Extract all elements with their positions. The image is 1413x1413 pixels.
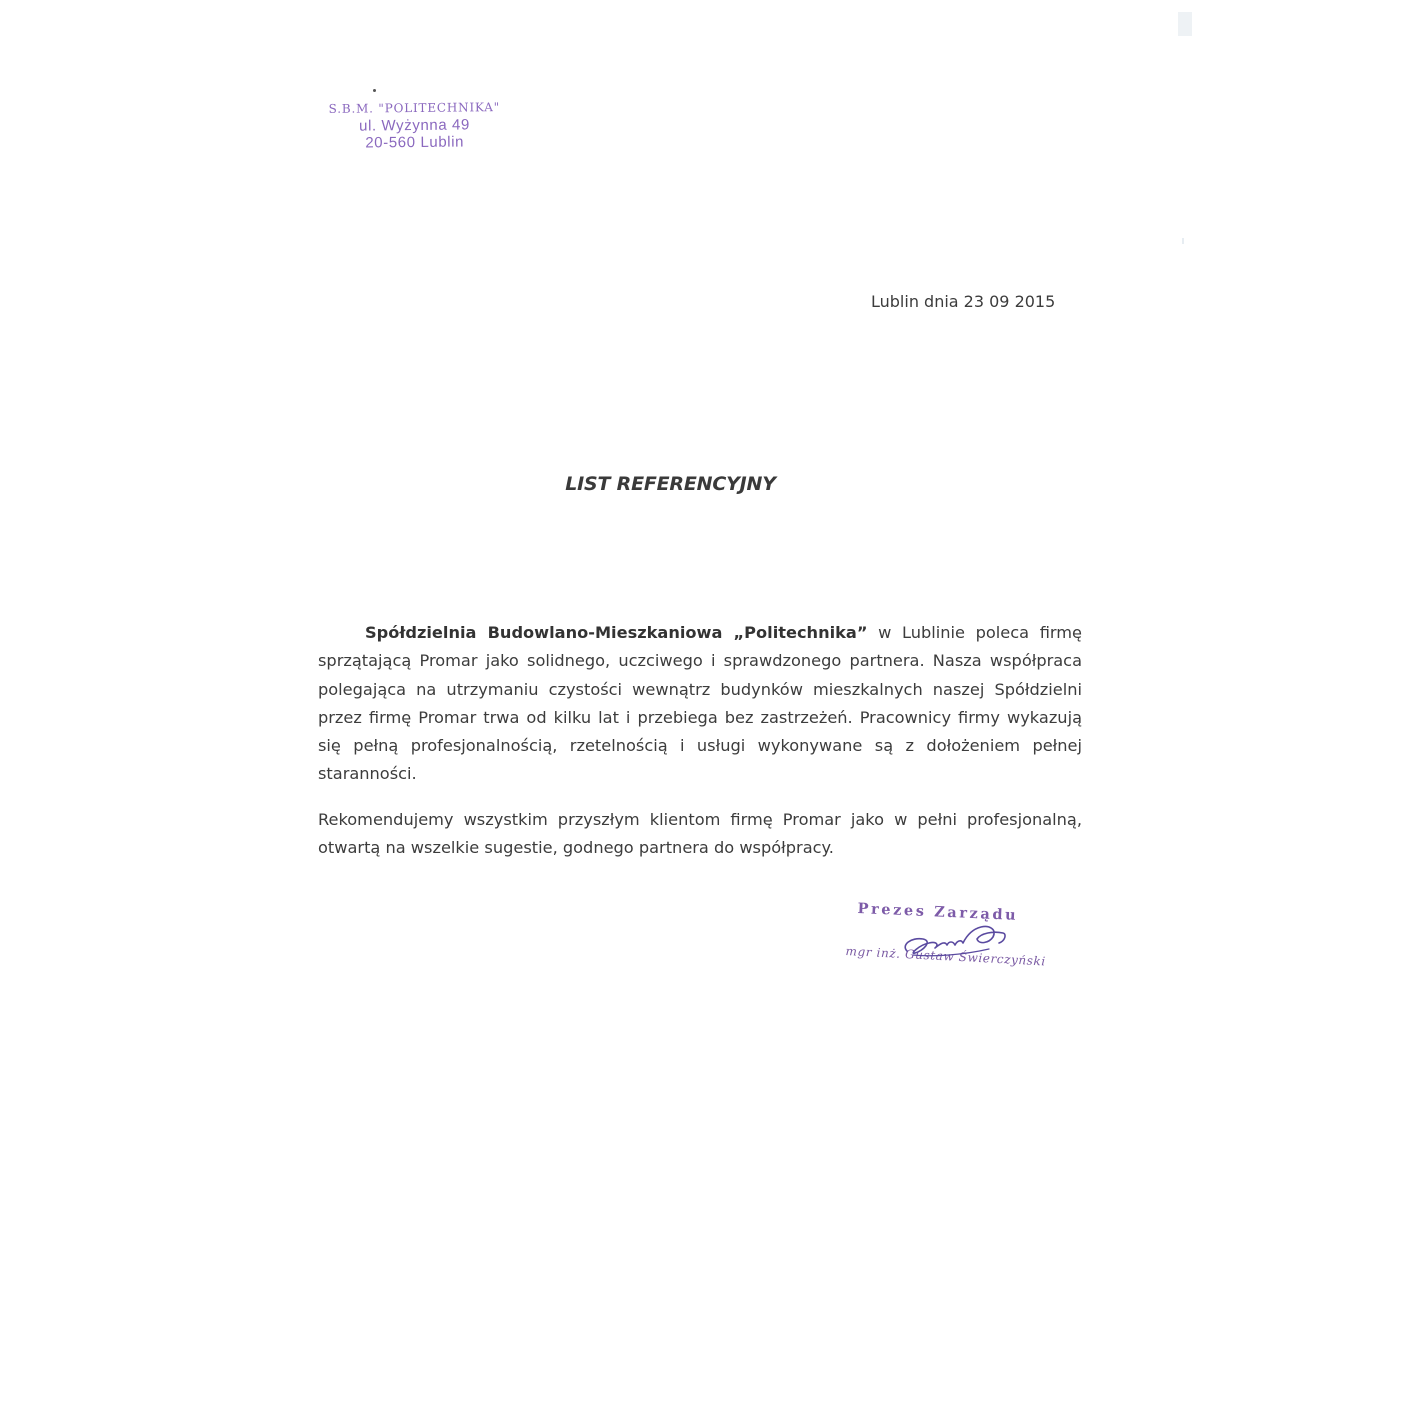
paragraph-1-text: w Lublinie poleca firmę sprzątającą Promar jako solidnego, uczciwego i sprawdzonego partnera. Nasza współpraca polegająca na utrzymaniu czystości wewnątrz budynków mieszkalnych naszej Spółdzielni przez firmę Promar trwa od kilku lat i przebiega bez zastrzeżeń. Pracownicy firmy wykazują się pełną profesjonalnością, rzetelnością i usługi wykonywane są z dołożeniem pełnej staranności. xyxy=(318,623,1082,784)
letter-body xyxy=(318,619,1082,862)
paragraph-2: Rekomendujemy wszystkim przyszłym klientom firmę Promar jako w pełni profesjonalną, otwartą na wszelkie sugestie, godnego partnera do współpracy. xyxy=(318,809,1082,858)
stamp-street: ul. Wyżynna 49 xyxy=(358,116,470,135)
letter-date: Lublin dnia 23 09 2015 xyxy=(871,292,1056,311)
ink-dot xyxy=(373,89,376,92)
letter-title: LIST REFERENCYJNY xyxy=(565,473,776,495)
handwritten-signature xyxy=(893,915,1023,965)
header-stamp xyxy=(322,99,508,152)
paragraph-1-bold-lead: Spółdzielnia Budowlano-Mieszkaniowa „Politechnika” xyxy=(365,623,868,642)
signature-stamp-name: mgr inż. Gustaw Świerczyński xyxy=(845,944,1047,969)
stamp-organization: S.B.M. "POLITECHNIKA" xyxy=(328,100,501,116)
signature-stamp-title: Prezes Zarządu xyxy=(857,900,1019,924)
paragraph-1 xyxy=(318,619,1082,789)
stamp-city: 20-560 Lublin xyxy=(365,133,465,152)
scan-artifact xyxy=(1182,238,1184,244)
scan-artifact xyxy=(1178,12,1192,36)
